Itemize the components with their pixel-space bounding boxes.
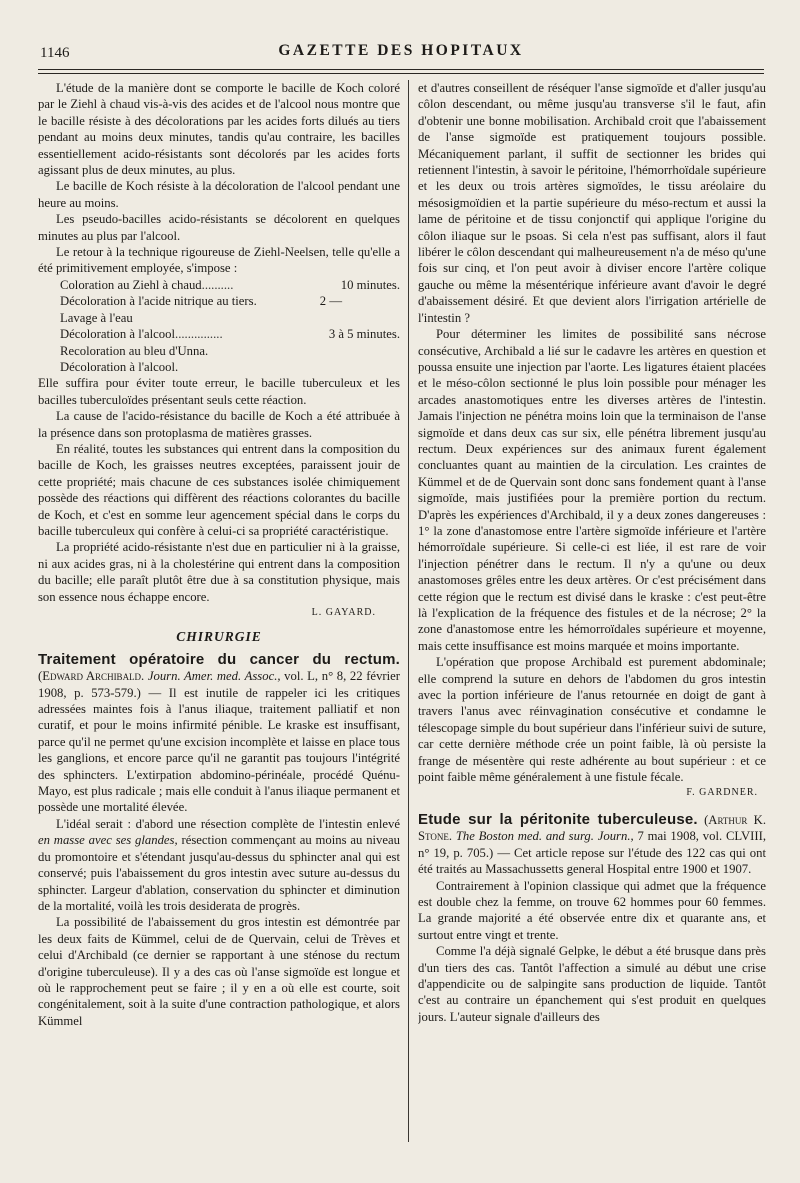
article-author: (Edward Archibald.: [38, 669, 145, 684]
paragraph: Les pseudo-bacilles acido-résistants se décolorent en quelques minutes au plus par l'alcool.: [38, 212, 400, 243]
paragraph: Pour déterminer les limites de possibilité sans nécrose consécutive, Archibald a lié sur le cadavre les artères en question et poussa ensuite une injection par l'aorte. Les ligatures étaient placées et le méso-côlon sectionné le plus loin possible pour ménager les arcades anastomotiques entre les diverses artères de l'intestin. Jamais l'injection ne pénétra moins loin que la terminaison de l'anse sigmoïde et dans deux cas sur six, elle pénétra librement jusqu'au rectum. Deux expériences sur des animaux furent également concluantes quant au maintien de la circulation. Les craintes de Kümmel et de de Quervain sont donc sans fondement quant à l'anse sigmoïde, mais justifiées pour la première portion du rectum. D'après les expériences d'Archibald, il y a deux zones dangereuses : 1° la zone d'anastomose entre l'artère sigmoïde inférieure et l'artère hémorroïdale supérieure. Si celle-ci est liée, il est rare de voir l'injection pénétrer dans le rectum. Il n'y a qu'une ou deux anastomoses grêles entre les deux artères. Or c'est précisément dans cette région que le rectum est divisé dans le kraske : c'est peut-être là l'explication de la fréquence des fistules et de la nécrose; 2° la zone d'anastomose entre les hémorroïdales supérieure et moyenne, mais cette insuffisance est moins marquée et moins importante.: [418, 327, 766, 653]
step-label: Décoloration à l'acide nitrique au tiers.: [60, 294, 257, 309]
paragraph: En réalité, toutes les substances qui entrent dans la composition du bacille de Koch, les graisses neutres exceptées, paraissent jouir de cette propriété; mais chacune de ces substances isolée chimiquement possède des réactions qui diffèrent des réactions colorantes du bacille de Koch, et c'est en somme leur agencement spécial dans le corps du bacille tuberculeux qui confère à celui-ci sa propriété caractéristique.: [38, 441, 400, 538]
right-column: [418, 80, 766, 1180]
signature-line: [38, 605, 400, 621]
paragraph: Comme l'a déjà signalé Gelpke, le début a été brusque dans près d'un tiers des cas. Tantôt l'affection a simulé au début une crise d'appendicite ou de salpingite sans production de liquide. Tantôt c'est au contraire un épanchement qui s'est produit en quelques jours. L'auteur signale d'ailleurs des: [418, 944, 766, 1024]
paragraph: [38, 816, 400, 914]
step-duration: [396, 359, 400, 375]
header-rule-top: [38, 69, 764, 70]
article-journal: The Boston med. and surg. Journ.,: [455, 829, 634, 844]
journal-title: GAZETTE DES HOPITAUX: [278, 42, 524, 59]
article-author: (Arthur K. Stone.: [418, 812, 766, 844]
article-header: [418, 812, 766, 878]
staining-procedure: [38, 277, 400, 375]
step-label: Décoloration à l'alcool.: [60, 359, 179, 374]
article-header: [38, 652, 400, 816]
step-label: Décoloration à l'alcool: [60, 327, 176, 342]
leader-dots: ..........: [201, 277, 234, 292]
step-duration: [396, 343, 400, 359]
paragraph: Le bacille de Koch résiste à la décoloration de l'alcool pendant une heure au moins.: [38, 179, 400, 210]
paragraph: Le retour à la technique rigoureuse de Ziehl-Neelsen, telle qu'elle a été primitivement employée, s'impose :: [38, 245, 400, 276]
step-label: Lavage à l'eau: [60, 310, 133, 325]
procedure-step: [60, 293, 400, 309]
step-duration: 3 à 5 minutes.: [328, 327, 400, 342]
section-heading: CHIRURGIE: [176, 629, 262, 645]
paragraph: La possibilité de l'abaissement du gros intestin est démontrée par les deux faits de Kümmel, celui de de Quervain, celui de Trèves et celui d'Archibald (ce dernier se rapportant à une sténose du rectum d'origine tuberculeuse). Il y a des cas où l'anse sigmoïde est longue et où le rapprochement peut se faire ; il y en a où elle est courte, soit congénitalement, soit à la suite d'une contraction pathologique, et alors Kümmel: [38, 915, 400, 1028]
author-signature: L. GAYARD.: [311, 607, 376, 618]
header-rule-bottom: [38, 73, 764, 74]
paragraph: La propriété acido-résistante n'est due en particulier ni à la graisse, ni aux acides gras, ni à la cholestérine qui entrent dans la composition du bacille; elle paraît plutôt être due à sa constitution physique, mais son essence nous échappe encore.: [38, 540, 400, 604]
author-signature: F. GARDNER.: [686, 787, 758, 799]
procedure-step: [60, 277, 400, 293]
leader-dots: ...............: [175, 327, 223, 342]
step-duration: 10 minutes.: [340, 277, 400, 292]
text-run: résection commençant au moins au niveau du promontoire et s'étendant jusqu'au-dessus du sphincter anal qui est conservé; puis l'abaissement du gros intestin avec suture au-dessus du sphincter. Largeur d'ablation, conservation du sphincter et diminution de la mortalité, voilà les trois desiderata de progrès.: [38, 833, 400, 913]
page-header: [38, 40, 764, 64]
paragraph: La cause de l'acido-résistance du bacille de Koch a été attribuée à la présence dans son protoplasma de matières grasses.: [38, 409, 400, 440]
page-number: 1146: [40, 45, 70, 61]
procedure-step: [60, 310, 400, 326]
step-duration: 2 —: [319, 294, 342, 309]
article-title: Etude sur la péritonite tuberculeuse.: [418, 810, 698, 828]
step-label: Coloration au Ziehl à chaud: [60, 277, 202, 292]
article-intro: — Il est inutile de rappeler ici les critiques adressées maintes fois à l'anus iliaque, traitement palliatif et non curatif, et pour le moins infirmité pénible. Le kraske est insuffisant, parce qu'il ne permet qu'une excision incomplète et laisse en place tous les ganglions, et encore parce qu'il ne garantit pas toujours l'intégrité des sphincters. L'extirpation abdomino-périnéale, procédé Quénu-Mayo, est plus radicale ; mais elle conduit à l'anus iliaque permanent et possède une mortalité élevée.: [38, 685, 400, 815]
italic-text: en masse avec ses glandes,: [38, 833, 178, 848]
step-label: Recoloration au bleu d'Unna.: [60, 343, 209, 358]
article-reference: 7 mai 1908, vol. CLVIII, n° 19, p. 705.): [418, 829, 766, 860]
paragraph: et d'autres conseillent de réséquer l'anse sigmoïde et d'aller jusqu'au côlon descendant, ou même jusqu'au transverse s'il le faut, afin d'obtenir une bonne mobilisation. Archibald croit que l'abaissement de l'anse sigmoïde est pratiquement toujours possible. Mécaniquement parlant, il suffit de sectionner les brides qui retiennent l'intestin, à savoir le péritoine, l'hémorrhoïdale supérieure et les deux ou trois artères sigmoïdes, le tissu aréolaire du mésosigmoïdien et la partie supérieure du méso-rectum et aussi la lame de péritoine et de tissu conjonctif qui applique l'origine du côlon iliaque sur le psoas. Si cela n'est pas suffisant, alors il faut libérer le côlon descendant qui malheureusement n'a de méso qu'une fois sur cinq, et l'on peut avoir à diviser encore l'artère colique gauche ou même la mésentérique inférieure avant d'avoir le degré d'abaissement désiré. Et que devient alors l'irrigation artérielle de l'intestin ?: [418, 81, 766, 325]
column-divider: [408, 80, 409, 1142]
article-title: Traitement opératoire du cancer du rectum.: [38, 650, 400, 668]
paragraph: Contrairement à l'opinion classique qui admet que la fréquence est double chez la femme, on trouve 62 hommes pour 60 femmes. La grande majorité a été observée entre dix et quarante ans, et surtout entre vingt et trente.: [418, 878, 766, 942]
article-reference: vol. L, n° 8, 22 février 1908, p. 573-579.): [38, 669, 400, 700]
article-journal: Journ. Amer. med. Assoc.,: [147, 669, 281, 684]
step-duration: [396, 310, 400, 326]
left-column: [38, 80, 400, 1180]
text-run: L'idéal serait : d'abord une résection complète de l'intestin enlevé: [56, 816, 400, 831]
paragraph: L'opération que propose Archibald est purement abdominale; elle comprend la suture en dehors de l'abdomen du gros intestin avec la portion inférieure de l'anus retournée en doigt de gant à travers l'anus avec réinvagination consécutive et condamne le télescopage simple du bout supérieur dans l'inférieur suivi de suture, car cette dernière méthode crée un point faible, là où persiste la frange de mésentère qui reste adhérente au bout supérieur : et ce point faible même généralement à une fistule fécale.: [418, 655, 766, 785]
procedure-step: [60, 343, 400, 359]
procedure-step: [60, 359, 400, 375]
paragraph: Elle suffira pour éviter toute erreur, le bacille tuberculeux et les bacilles tuberculoïdes présentant seuls cette réaction.: [38, 376, 400, 407]
paragraph: L'étude de la manière dont se comporte le bacille de Koch coloré par le Ziehl à chaud vis-à-vis des acides et de l'alcool nous montre que le bacille résiste à des décolorations par les acides forts dilués au tiers pendant au moins deux minutes, tandis qu'au contraire, les bacilles essentiellement acido-résistants sont décolorés par les acides forts agissant plus de deux minutes, au plus.: [38, 81, 400, 178]
article-intro: — Cet article repose sur l'étude des 122 cas qui ont été traités au Massachussetts general Hospital entre 1900 et 1907.: [418, 845, 766, 877]
procedure-step: [60, 326, 400, 342]
